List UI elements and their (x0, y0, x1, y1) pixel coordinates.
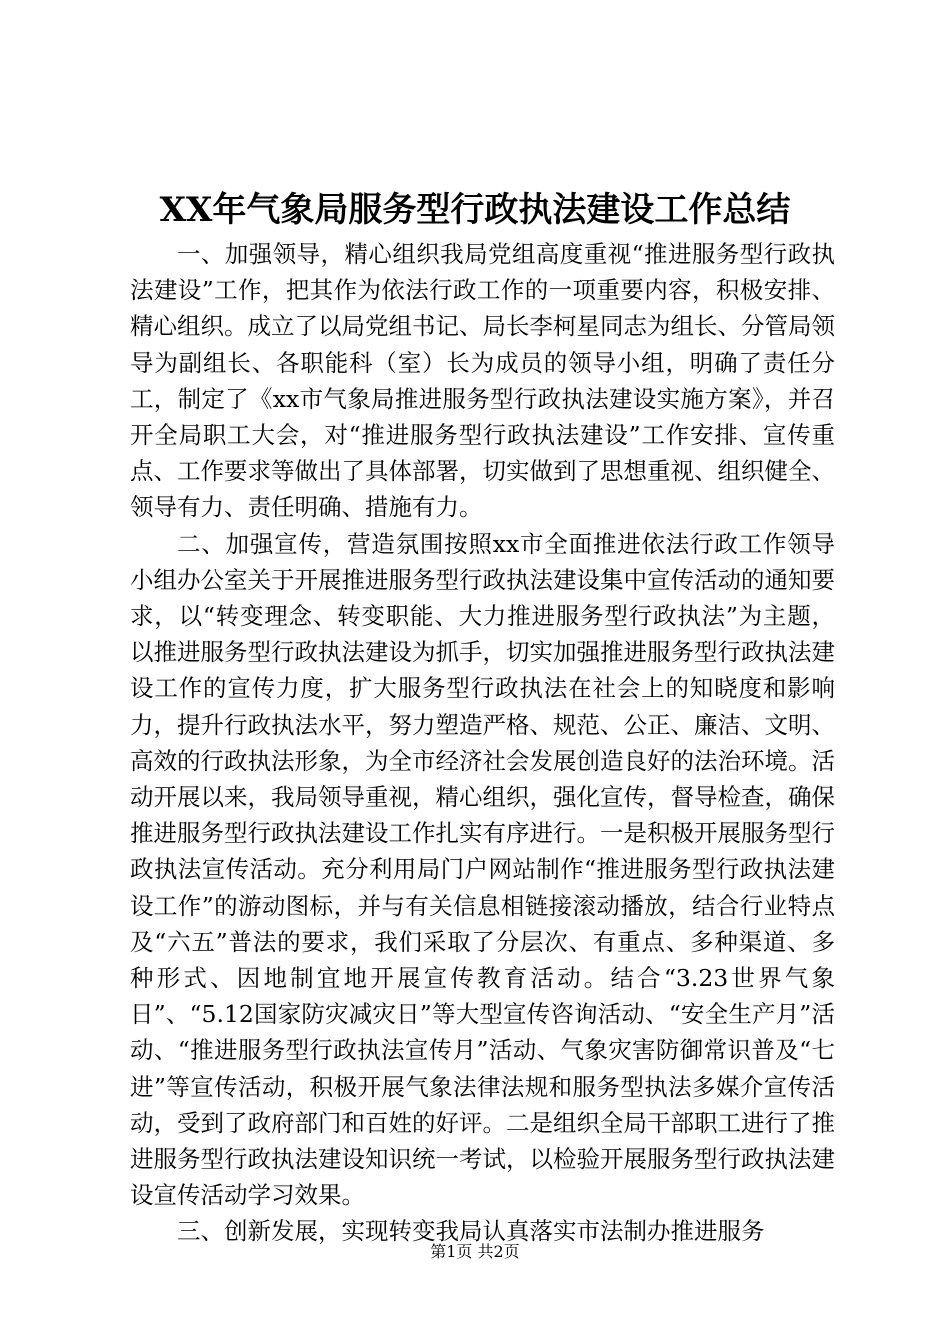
paragraph-2: 二、加强宣传，营造氛围按照xx市全面推进依法行政工作领导小组办公室关于开展推进服务型行政执法建设集中宣传活动的通知要求，以“转变理念、转变职能、大力推进服务型行政执法”为主题，以推进服务型行政执法建设为抓手，切实加强推进服务型行政执法建设工作的宣传力度，扩大服务型行政执法在社会上的知晓度和影响力，提升行政执法水平，努力塑造严格、规范、公正、廉洁、文明、高效的行政执法形象，为全市经济社会发展创造良好的法治环境。活动开展以来，我局领导重视，精心组织，强化宣传，督导检查，确保推进服务型行政执法建设工作扎实有序进行。一是积极开展服务型行政执法宣传活动。充分利用局门户网站制作“推进服务型行政执法建设工作”的游动图标，并与有关信息相链接滚动播放，结合行业特点及“六五”普法的要求，我们采取了分层次、有重点、多种渠道、多种形式、因地制宜地开展宣传教育活动。结合“3.23世界气象日”、“5.12国家防灾减灾日”等大型宣传咨询活动、“安全生产月”活动、“推进服务型行政执法宣传月”活动、气象灾害防御常识普及“七进”等宣传活动，积极开展气象法律法规和服务型执法多媒介宣传活动，受到了政府部门和百姓的好评。二是组织全局干部职工进行了推进服务型行政执法建设知识统一考试，以检验开展服务型行政执法建设宣传活动学习效果。 (130, 529, 835, 1210)
document-body (130, 236, 835, 1250)
paragraph-3: 三、创新发展，实现转变我局认真落实市法制办推进服务 (177, 1217, 765, 1246)
document-title: XX年气象局服务型行政执法建设工作总结 (159, 190, 791, 230)
paragraph-1: 一、加强领导，精心组织我局党组高度重视“推进服务型行政执法建设”工作，把其作为依法行政工作的一项重要内容，积极安排、精心组织。成立了以局党组书记、局长李柯星同志为组长、分管局领导为副组长、各职能科（室）长为成员的领导小组，明确了责任分工，制定了《xx市气象局推进服务型行政执法建设实施方案》，并召开全局职工大会，对“推进服务型行政执法建设”工作安排、宣传重点、工作要求等做出了具体部署，切实做到了思想重视、组织健全、领导有力、责任明确、措施有力。 (130, 240, 835, 522)
page-footer: 第1页 共2页 (430, 1242, 520, 1261)
